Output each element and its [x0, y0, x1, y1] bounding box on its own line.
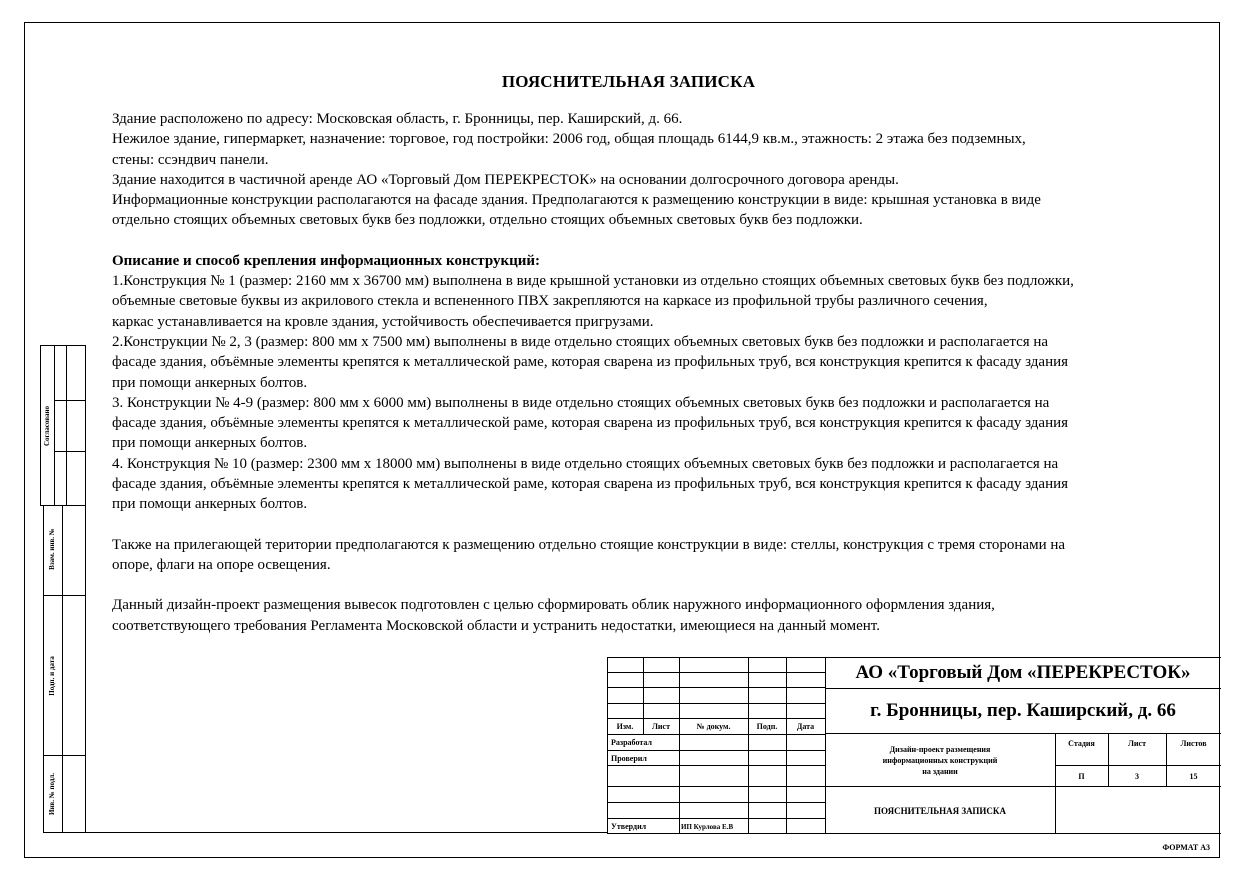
sheets-value: 15 [1189, 771, 1198, 781]
project-description [825, 734, 1055, 786]
stage-label: Стадия [1068, 738, 1095, 748]
construction-line: фасаде здания, объёмные элементы крепятся к металлической раме, которая сварена из профильных труб, вся конструкция крепится к фасаду здания [112, 354, 1069, 371]
intro-line: стены: ссэндвич панели. [112, 151, 269, 168]
company-name: АО «Торговый Дом «ПЕРЕКРЕСТОК» [855, 661, 1191, 683]
header-date: Дата [796, 722, 815, 731]
page-title: ПОЯСНИТЕЛЬНАЯ ЗАПИСКА [501, 72, 756, 91]
territory-line: Также на прилегающей територии предполагаются к размещению отдельно стоящие конструкции в виде: стеллы, конструкция с тремя сторонами на [112, 536, 1066, 553]
construction-line: фасаде здания, объёмные элементы крепятся к металлической раме, которая сварена из профильных труб, вся конструкция крепится к фасаду здания [112, 476, 1069, 493]
header-signature: Подп. [756, 722, 778, 731]
construction-line: при помощи анкерных болтов. [112, 496, 308, 513]
intro-line: отдельно стоящих объемных световых букв без подложки, отдельно стоящих объемных световых букв без подложки. [112, 212, 863, 229]
object-address: г. Бронницы, пер. Каширский, д. 66 [870, 700, 1176, 721]
inv-orig-label: Инв. № подл. [48, 772, 56, 816]
project-line: Дизайн-проект размещения [889, 744, 991, 754]
section-heading: Описание и способ крепления информационных конструкций: [112, 252, 541, 269]
construction-line: объемные световые буквы из акрилового стекла и вспененного ПВХ закрепляются на каркасе из профильной трубы различного сечения, [112, 293, 988, 310]
checked-label: Проверил [611, 754, 647, 763]
construction-line: каркас устанавливается на кровле здания, устойчивость обеспечивается пригрузами. [112, 313, 654, 330]
construction-line: 1.Конструкция № 1 (размер: 2160 мм х 36700 мм) выполнена в виде крышной установки из отдельно стоящих объемных световых букв без подложки, [112, 273, 1074, 290]
construction-line: при помощи анкерных болтов. [112, 374, 308, 391]
approved-name: ИП Курлова Е.В [681, 822, 734, 831]
construction-line: 3. Конструкции № 4-9 (размер: 800 мм х 6000 мм) выполнены в виде отдельно стоящих объемных световых букв без подложки и располагается на [112, 394, 1050, 411]
conclusion-line: соответствующего требования Регламента Московской области и устранить недостатки, имеющиеся на данный момент. [112, 617, 880, 634]
header-sheet: Лист [651, 722, 671, 731]
approved-label: Утвердил [611, 822, 647, 831]
header-change: Изм. [616, 722, 634, 731]
sheet-label: Лист [1127, 738, 1147, 748]
construction-line: 4. Конструкция № 10 (размер: 2300 мм х 18000 мм) выполнены в виде отдельно стоящих объемных световых букв без подложки и располагается на [112, 455, 1059, 472]
construction-line: при помощи анкерных болтов. [112, 435, 308, 452]
construction-line: 2.Конструкции № 2, 3 (размер: 800 мм х 7500 мм) выполнены в виде отдельно стоящих объемных световых букв без подложки и располагается на [112, 333, 1049, 350]
conclusion-line: Данный дизайн-проект размещения вывесок подготовлен с целью сформировать облик наружного информационного оформления здания, [112, 597, 995, 614]
intro-line: Информационные конструкции располагаются на фасаде здания. Предполагаются к размещению конструкции в виде: крышная установка в виде [112, 192, 1041, 209]
sheets-label: Листов [1180, 738, 1207, 748]
construction-line: фасаде здания, объёмные элементы крепятся к металлической раме, которая сварена из профильных труб, вся конструкция крепится к фасаду здания [112, 415, 1069, 432]
intro-line: Здание расположено по адресу: Московская область, г. Бронницы, пер. Каширский, д. 66. [112, 111, 683, 127]
document-body [112, 109, 1212, 636]
intro-line: Здание находится в частичной аренде АО «Торговый Дом ПЕРЕКРЕСТОК» на основании долгосрочного договора аренды. [112, 171, 899, 188]
sign-date-label: Подп. и дата [48, 656, 56, 696]
intro-line: Нежилое здание, гипермаркет, назначение: торговое, год постройки: 2006 год, общая площадь 6144,9 кв.м., этажность: 2 этажа без подземных, [112, 131, 1026, 148]
stage-value: П [1078, 771, 1085, 781]
project-line: на здании [922, 766, 958, 776]
document-name: ПОЯСНИТЕЛЬНАЯ ЗАПИСКА [874, 805, 1006, 816]
header-doc-number: № докум. [696, 722, 731, 731]
sheet-value: 3 [1135, 771, 1139, 781]
paper-format: ФОРМАТ А3 [1162, 842, 1210, 852]
territory-line: опоре, флаги на опоре освещения. [112, 556, 331, 573]
replaced-inv-label: Взам. инв. № [48, 528, 56, 570]
project-line: информационных конструкций [882, 755, 998, 765]
developed-label: Разработал [611, 738, 652, 747]
agreed-label: Согласовано [43, 405, 51, 447]
